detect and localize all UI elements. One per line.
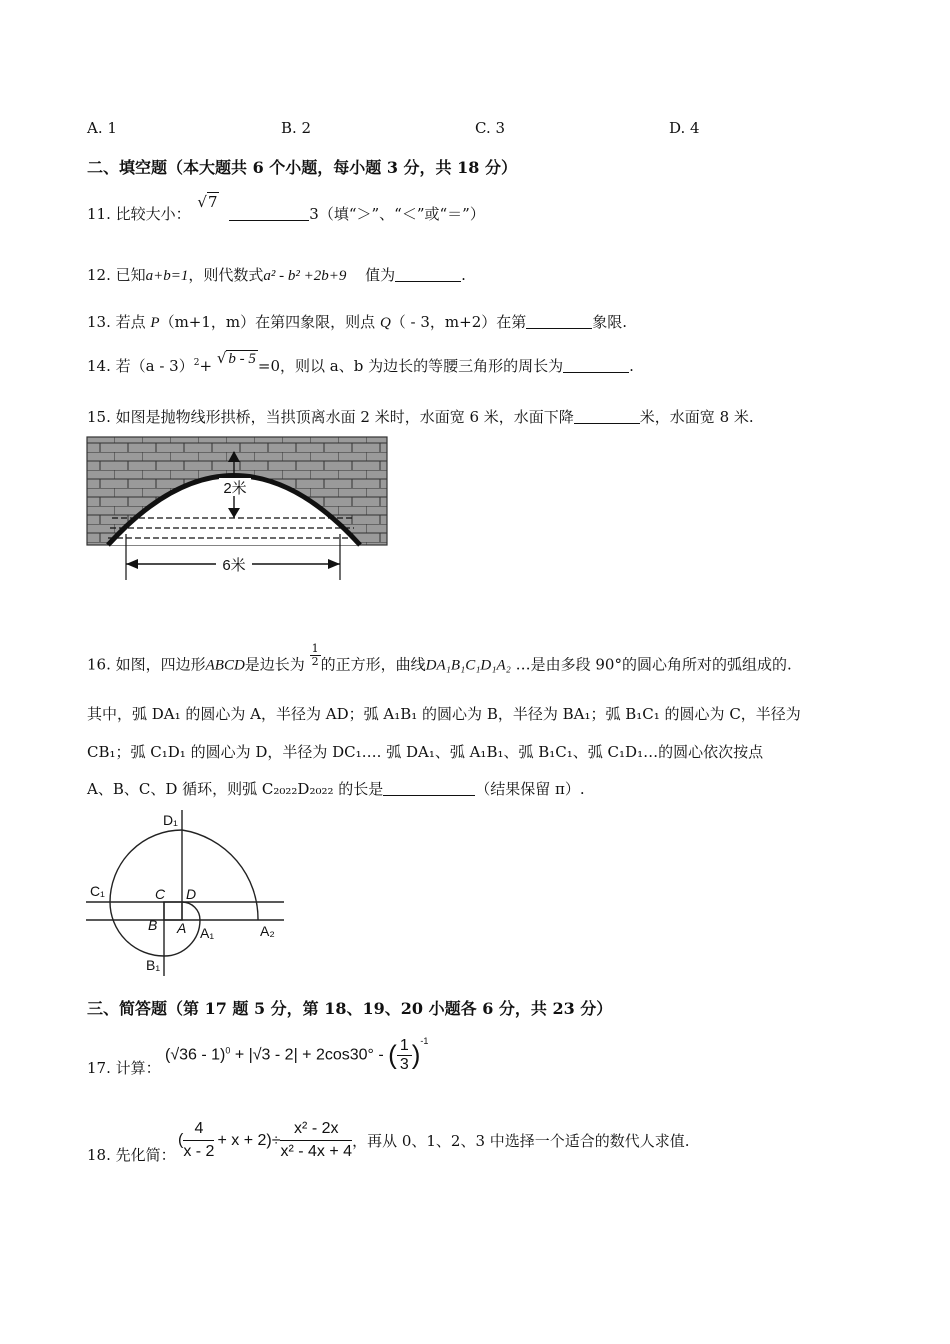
question-11: 11. 比较大小： √7 3（填“＞”、“＜”或“＝”） [87,193,485,223]
question-16-line-1: 16. 如图，四边形ABCD是边长为 $\frac{1}{2}$ 的正方形，曲线DA₁B₁C₁D₁A₂ …是由多段 90°的圆心角所对的弧组成的. [87,642,792,674]
q11-sqrt: √7 [197,193,218,211]
question-16-line-2: 其中，弧 DA₁ 的圆心为 A，半径为 AD；弧 A₁B₁ 的圆心为 B，半径为 BA₁；弧 B₁C₁ 的圆心为 C，半径为 [87,705,801,723]
choice-a: A. 1 [87,119,117,137]
choice-b: B. 2 [281,119,312,137]
label-c1: C₁ [90,883,105,899]
label-b1: B₁ [146,957,161,973]
question-15: 15. 如图是抛物线形拱桥，当拱顶离水面 2 米时，水面宽 6 米，水面下降 米，水面宽 8 米. [87,408,754,426]
q11-blank[interactable] [229,206,309,221]
q16-frac-num: 1 [311,642,319,655]
q13-blank[interactable] [526,314,592,329]
choice-c: C. 3 [475,119,506,137]
label-a2: A₂ [260,923,275,939]
label-width: 6米 [222,557,246,574]
label-d1: D₁ [163,812,178,828]
q14-radicand: b - 5 [228,351,256,367]
q15-blank[interactable] [574,409,640,424]
q11-label: 11. 比较大小： [87,205,191,223]
question-12: 12. 已知a+b=1，则代数式a² - b² +2b+9 值为 . [87,266,466,284]
section-3-title: 三、简答题（第 17 题 5 分，第 18、19、20 小题各 6 分，共 23 分） [87,999,613,1018]
q16-frac-den: 2 [311,655,319,668]
spiral-arc-figure [86,808,291,976]
question-16-line-4: A、B、C、D 循环，则弧 C₂₀₂₂D₂₀₂₂ 的长是 （结果保留 π）. [87,780,585,798]
q16-blank[interactable] [383,781,475,796]
arch-bridge-figure [86,434,390,584]
section-2-title: 二、填空题（本大题共 6 个小题，每小题 3 分，共 18 分） [87,158,517,177]
q12-blank[interactable] [395,267,461,282]
label-c: C [155,886,166,902]
q14-blank[interactable] [563,358,629,373]
question-14: 14. 若（a - 3）$^2$+ √ b - 5 =0，则以 a、b 为边长的等腰三角形的周长为 . [87,349,634,375]
question-16-line-3: CB₁；弧 C₁D₁ 的圆心为 D，半径为 DC₁…. 弧 DA₁、弧 A₁B₁、弧 B₁C₁、弧 C₁D₁…的圆心依次按点 [87,743,764,761]
q18-expression: ( $\frac{4}{x - 2}$ + x + 2)÷ $\frac{\text{x² - 2x}}{\text{x² - 4x + 4}}$ ，再从 0、1、2、3 中选择一个适合的数代人求值. [178,1120,690,1160]
choice-d: D. 4 [669,119,700,137]
question-18-label: 18. 先化简： [87,1146,176,1164]
label-a1: A₁ [200,925,215,941]
question-13: 13. 若点 P（m+1，m）在第四象限，则点 Q（ - 3，m+2）在第 象限. [87,313,628,331]
q17-expression: (√36 - 1)$^0$ + |√3 - 2| + 2cos30° - ( $\frac{1}{3}$ )$^{-1}$ [165,1035,429,1073]
label-d: D [186,886,197,902]
label-height: 2米 [223,480,247,497]
label-a: A [177,920,187,936]
question-17: 17. 计算： [87,1059,161,1077]
label-b: B [148,917,158,933]
